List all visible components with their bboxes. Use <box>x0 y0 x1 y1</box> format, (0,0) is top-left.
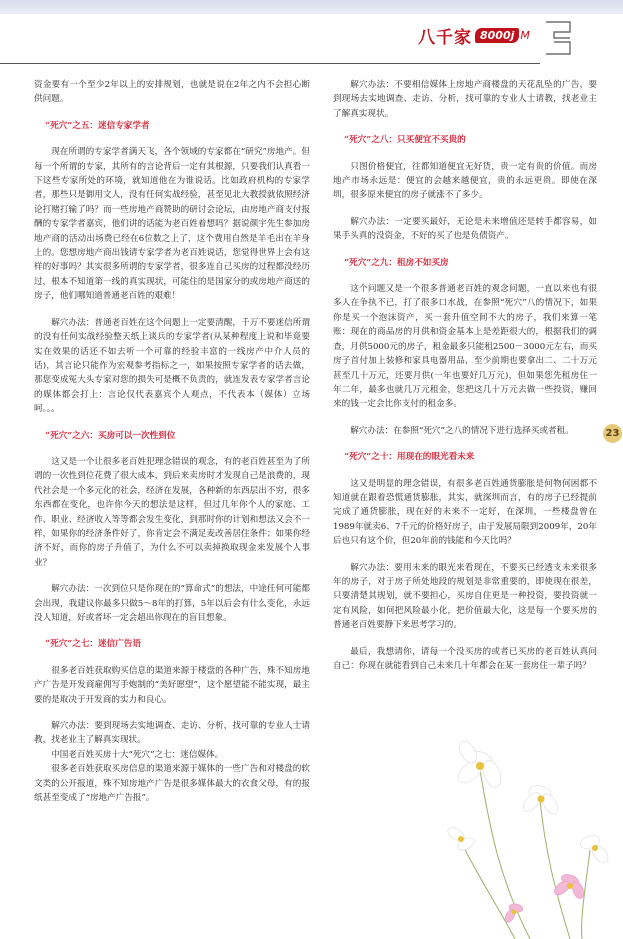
left-section-heading: “死穴”之五：迷信专家学者 <box>45 120 150 131</box>
right-column <box>333 78 597 685</box>
left-paragraph: 中国老百姓买房十大“死穴”之七：迷信媒体。 <box>51 749 224 760</box>
left-paragraph: 现在所谓的专家学者满天飞，各个领域的专家都在“研究”房地产。但每一个所谓的专家，其所有的言论背后一定有其根源，只要我们认真看一下这些专家所处的环境，就知道他在为谁说话。比如政府机构的专家学者，那些只是御用文人，没有任何实战经验，甚至见北大教授就依照经济论打赌打输了吗？而一些房地产商赞助的研讨会论坛，由房地产商支付报酬的专家学者嘉宾，他们讲的话能为老百姓着想吗？据说颜宇先生参加房地产商的活动出场费已经在6位数之上了，这个费用自然是羊毛出在羊身上的。您想房地产商出钱请专家学者为老百姓说话，您觉得世界上会有这样的好事吗？其实很多所谓的专家学者，很多连自己买房的过程都没经历过，根本不知道第一线的真实现状，可能住的是国家分的或房地产商送的房子，他们哪知道普通老百姓的艰难！ <box>34 147 310 302</box>
left-paragraph: 很多老百姓获取购买信息的渠道来源于楼盘的各种广告，殊不知房地产广告是开发商雇佣写手炮制的“美好愿望”，这个愿望能不能实现，最主要的是取决于开发商的实力和良心。 <box>34 665 310 705</box>
header-rule <box>0 63 540 64</box>
right-paragraph: 解穴办法：要用未来的眼光来看现在，不要买已经透支未来很多年的房子，对于房子所处地段的规划是非常重要的，即使现在很差，只要清楚其规划，就不要担心，买房自住更是一种投资，要投资就一定有风险，如何把风险最小化，把价值最大化，这是每一个要买房的普通老百姓要静下来思考学习的。 <box>333 562 597 631</box>
left-paragraph: 这又是一个让很多老百姓犯理念错误的观念，有的老百姓甚至为了所谓的一次性到位花费了很大成本，到后来卖房时才发现自己是浪费的，现代社会是一个多元化的社会，经济在发展，各种新的东西层出不穷，很多东西都在变化，也许你今天的想法是这样，但过几年你个人的家庭、工作、职业、经济收入等等都会发生变化，到那时你的计划和想法又会不一样，如果你的经济条件好了，你肯定会不满足麦改善居住条件；如果你经济不好，而你的房子升值了，为什么不可以卖掉换取现金来发展个人事业？ <box>34 456 310 568</box>
brand-name: 八千家 <box>418 27 472 48</box>
brand-suffix: M <box>520 28 530 42</box>
left-section-heading: “死穴”之六：买房可以一次性到位 <box>45 430 176 441</box>
right-paragraph: 解穴办法：一定要买最好，无论是未来增值还是转手都容易，如果手头真的没资金，不好的买了也是负债资产。 <box>333 216 597 242</box>
left-paragraph: 很多老百姓获取买房信息的渠道来源于媒体的一些广告和对楼盘的软文类的公开报道，殊不知房地产广告是很多媒体最大的衣食父母，有的报纸甚至变成了“房地产广告报”。 <box>34 764 310 804</box>
page-number-badge: 23 <box>603 424 622 443</box>
right-paragraph: 解穴办法：不要相信媒体上房地产商楼盘的天花乱坠的广告，要到现场去实地调查、走访、分析，找可靠的专业人士请教，找老业主了解真实现状。 <box>333 80 597 119</box>
left-section-heading: “死穴”之七：迷信广告语 <box>45 639 141 650</box>
left-paragraph: 解穴办法：要到现场去实地调查、走访、分析，找可靠的专业人士请教，找老业主了解真实现状。 <box>34 721 310 746</box>
right-paragraph: 这又是明显的理念错误，有很多老百姓通货膨胀是何物何困都不知道就在跟着恐慌通货膨胀，其实，就深圳而言，有的房子已经提前完成了通货膨胀，现在好的未来不一定好，在深圳，一些楼盘曾在1989年就卖6、7千元的价格好房子，由于发展局限到2009年，20年后也只有这个价，但20年前的钱能和今天比吗？ <box>333 478 597 547</box>
right-section-heading: “死穴”之九：租房不如买房 <box>344 257 449 268</box>
right-paragraph: 最后，我想请你，请每一个没买房的或者已买房的老百姓认真问自己：你现在就能看到自己未来几十年都会在某一套房住一辈子吗？ <box>333 646 597 671</box>
right-paragraph: 解穴办法：在参照“死穴”之八的情况下进行选择买或者租。 <box>350 425 574 436</box>
left-column <box>34 78 310 817</box>
right-paragraph: 这个问题又是一个很多普通老百姓的观念问题，一直以来也有很多人在争执不已，打了很多口水战，在参照“死穴”八的情况下，如果你是买一个泡沫资产，买一套升值空间不大的房子，我们来算一笔账：现在的商品房的月供和资金基本上是差距很大的，根据我们的调查，月供5000元的房子，租金最多只能租2500－3000元左右，而买房子首付加上装修和家具电器用品，至少前期也要拿出二、二十万元甚至几十万元，还要月供(一年也要好几万元)，但如果您先租房住一年二年，最多也就几万元租金，您把这几十万元去做一些投资，赚回来的钱一定会比你支付的租金多。 <box>333 284 597 410</box>
right-section-heading: “死穴”之十：用现在的眼光看未来 <box>344 452 475 463</box>
right-paragraph: 只图价格便宜，往都知道便宜无好货，贵一定有贵的价值。而房地产市场永远是：便宜的会越来越便宜，贵的永远更贵。即使在深圳，很多原来便宜的房子就涨不了多少。 <box>333 161 597 201</box>
corner-bracket-icon <box>544 20 574 56</box>
magazine-brand <box>418 22 530 48</box>
left-paragraph: 资金要有一个至少2年以上的安排规划，也就是说在2年之内不会担心断供问题。 <box>34 80 310 105</box>
brand-badge: 8000j <box>475 28 519 43</box>
top-band <box>0 0 623 14</box>
left-paragraph: 解穴办法：普通老百姓在这个问题上一定要清醒，千万不要迷信所谓的没有任何实战经验整天纸上谈兵的专家学者(从某种程度上说和毕竟要实在效果的话还不如去听一个可靠的经验丰富的一线房产中介人员的话)，其言论只能作为宏观参考指标之一，如果按照专家学者的话去做，那您变成冤大头专家对您的损失可是概不负责的，就连发表专家学者言论的媒体都会打上：言论仅代表嘉宾个人观点，不代表本（媒体）立场呵。。。 <box>34 317 310 415</box>
right-section-heading: “死穴”之八：只买便宜不买贵的 <box>344 135 466 146</box>
left-paragraph: 解穴办法：一次到位只是你现在的“算命式”的想法，中途任何可能都会出现，我建议你最多只做5～8年的打算，5年以后会有什么变化，永远没人知道，好或者坏一定会超出你现在的盲目想象。 <box>34 584 310 623</box>
cosmos-flowers-illustration <box>420 730 623 939</box>
